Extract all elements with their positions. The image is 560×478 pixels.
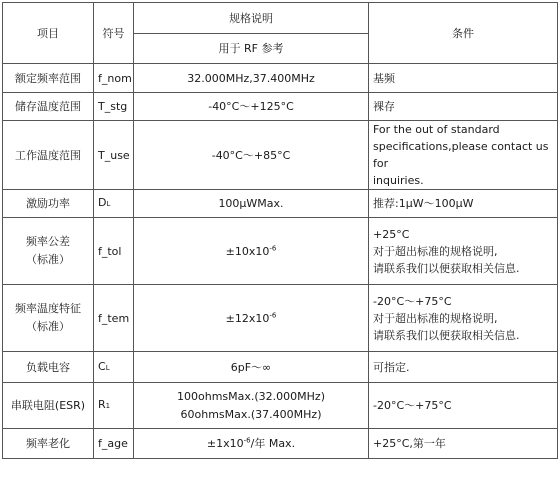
condition-line: specifications,please contact us for xyxy=(373,140,549,170)
spec-main: ±10x10 xyxy=(225,244,270,258)
symbol-cell: T_stg xyxy=(94,93,134,121)
item-cell xyxy=(3,285,94,352)
spec-superscript: -6 xyxy=(243,436,251,445)
spec-cell: -40°C～+85°C xyxy=(134,121,369,190)
table-row xyxy=(3,121,558,190)
spec-tail: /年 Max. xyxy=(250,437,296,450)
spec-cell xyxy=(134,285,369,352)
condition-line: For the out of standard xyxy=(373,123,500,136)
item-cell xyxy=(3,218,94,285)
condition-line: 对于超出标准的规格说明, xyxy=(373,311,498,325)
condition-cell: 可指定. xyxy=(369,352,558,383)
symbol-cell xyxy=(94,383,134,429)
item-cell: 频率老化 xyxy=(3,429,94,459)
symbol-cell: f_tem xyxy=(94,285,134,352)
condition-line: +25°C xyxy=(373,227,410,241)
table-row xyxy=(3,285,558,352)
condition-line: 请联系我们以便获取相关信息. xyxy=(373,328,520,342)
condition-cell: -20°C～+75°C xyxy=(369,383,558,429)
condition-cell: 基频 xyxy=(369,64,558,93)
table-row xyxy=(3,64,558,93)
symbol-main: D xyxy=(98,196,107,209)
condition-cell: 裸存 xyxy=(369,93,558,121)
item-cell: 串联电阻(ESR) xyxy=(3,383,94,429)
condition-cell: 推荐:1μW～100μW xyxy=(369,190,558,218)
table-row xyxy=(3,383,558,429)
spec-line: 100ohmsMax.(32.000MHz) xyxy=(177,389,325,403)
item-cell: 激励功率 xyxy=(3,190,94,218)
spec-cell xyxy=(134,218,369,285)
spec-cell xyxy=(134,429,369,459)
spec-cell: 100μWMax. xyxy=(134,190,369,218)
condition-line: inquiries. xyxy=(373,174,424,187)
condition-cell xyxy=(369,285,558,352)
item-line: 频率公差 xyxy=(26,235,70,248)
header-item: 项目 xyxy=(3,3,94,64)
symbol-cell xyxy=(94,352,134,383)
spec-line: 60ohmsMax.(37.400MHz) xyxy=(180,407,322,421)
symbol-subscript: L xyxy=(105,363,110,372)
symbol-cell: f_age xyxy=(94,429,134,459)
item-cell: 额定频率范围 xyxy=(3,64,94,93)
symbol-cell xyxy=(94,190,134,218)
header-row xyxy=(3,3,558,34)
table-row xyxy=(3,190,558,218)
condition-line: 对于超出标准的规格说明, xyxy=(373,244,498,258)
spec-superscript: -6 xyxy=(269,243,277,252)
condition-cell xyxy=(369,218,558,285)
symbol-main: C xyxy=(98,359,106,373)
item-line: （标准） xyxy=(26,253,70,266)
symbol-main: R xyxy=(98,398,106,411)
item-cell: 工作温度范围 xyxy=(3,121,94,190)
spec-cell xyxy=(134,383,369,429)
spec-cell: -40°C～+125°C xyxy=(134,93,369,121)
item-cell: 负载电容 xyxy=(3,352,94,383)
spec-cell: 6pF～∞ xyxy=(134,352,369,383)
spec-superscript: -6 xyxy=(269,310,277,319)
condition-cell xyxy=(369,121,558,190)
table-row xyxy=(3,352,558,383)
spec-table xyxy=(2,2,558,459)
table-row xyxy=(3,93,558,121)
header-spec-sub: 用于 RF 参考 xyxy=(134,34,369,64)
header-symbol: 符号 xyxy=(94,3,134,64)
condition-line: 请联系我们以便获取相关信息. xyxy=(373,261,520,275)
symbol-cell: f_nom xyxy=(94,64,134,93)
item-line: 频率温度特征 xyxy=(15,302,81,315)
item-line: （标准） xyxy=(26,320,70,333)
condition-line: -20°C～+75°C xyxy=(373,294,452,308)
table-row xyxy=(3,429,558,459)
symbol-cell: T_use xyxy=(94,121,134,190)
item-cell: 储存温度范围 xyxy=(3,93,94,121)
spec-cell: 32.000MHz,37.400MHz xyxy=(134,64,369,93)
table-row xyxy=(3,218,558,285)
spec-main: ±12x10 xyxy=(225,311,270,325)
header-spec: 规格说明 xyxy=(134,3,369,34)
symbol-subscript: L xyxy=(106,200,111,208)
spec-main: ±1x10 xyxy=(206,437,244,450)
header-condition: 条件 xyxy=(369,3,558,64)
condition-cell: +25°C,第一年 xyxy=(369,429,558,459)
symbol-subscript: 1 xyxy=(105,402,111,410)
symbol-cell: f_tol xyxy=(94,218,134,285)
